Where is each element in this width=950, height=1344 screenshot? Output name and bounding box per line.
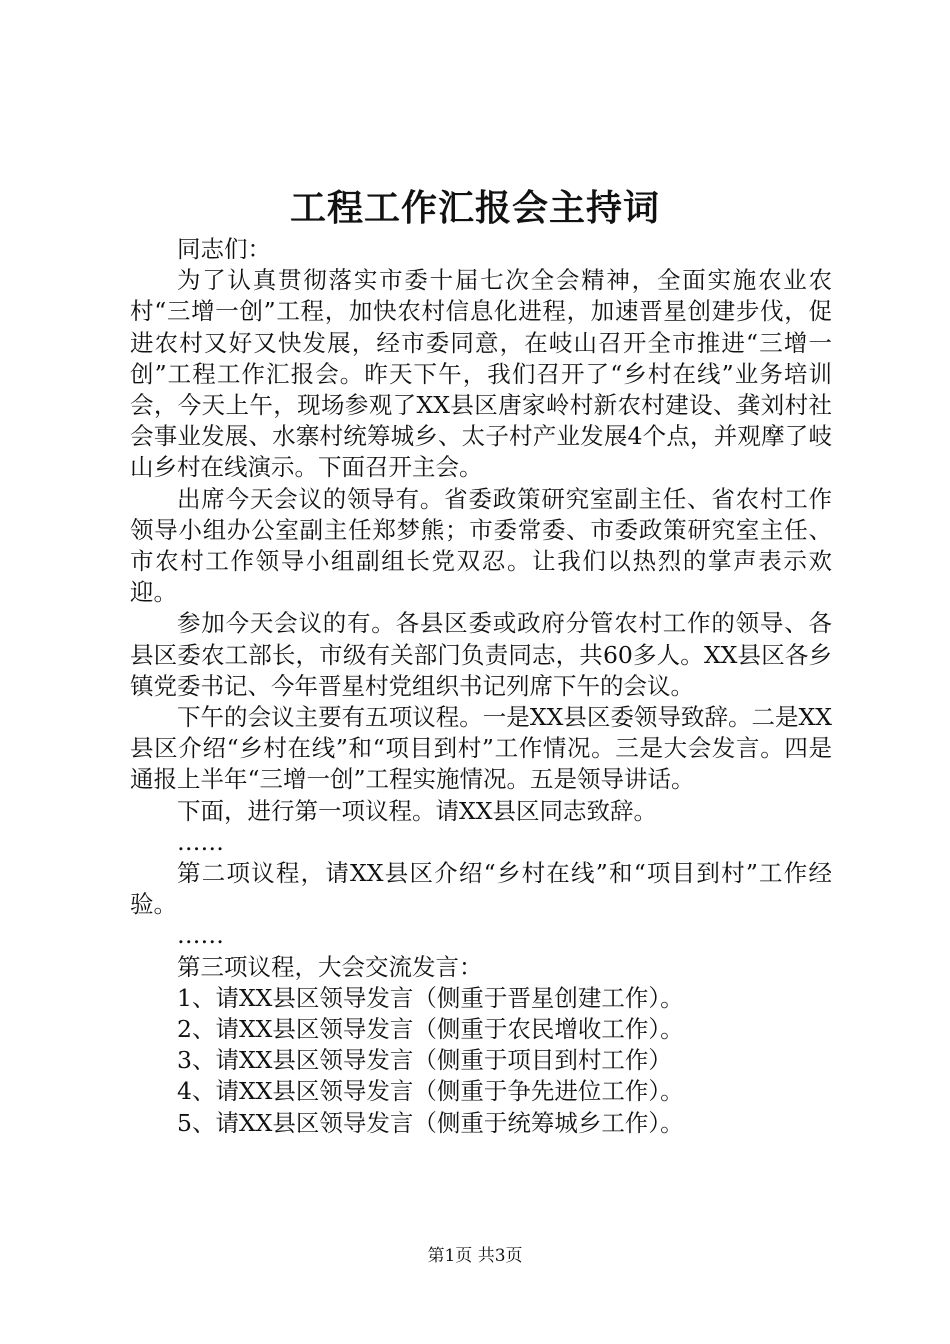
paragraph-intro: 为了认真贯彻落实市委十届七次全会精神，全面实施农业农村“三增一创”工程，加快农村信息化进程，加速晋星创建步伐，促进农村又好又快发展，经市委同意，在岐山召开全市推进“三增一创”工程工作汇报会。昨天下午，我们召开了“乡村在线”业务培训会，今天上午，现场参观了XX县区唐家岭村新农村建设、龚刘村社会事业发展、水寨村统筹城乡、太子村产业发展4个点，并观摩了岐山乡村在线演示。下面召开主会。	[130, 266, 832, 482]
speaker-item: 5、请XX县区领导发言（侧重于统筹城乡工作）。	[177, 1108, 684, 1137]
paragraph-leaders: 出席今天会议的领导有。省委政策研究室副主任、省农村工作领导小组办公室副主任郑梦熊；市委常委、市委政策研究室主任、市农村工作领导小组副组长党双忍。让我们以热烈的掌声表示欢迎。	[130, 484, 832, 607]
speaker-item: 3、请XX县区领导发言（侧重于项目到村工作）	[177, 1046, 672, 1075]
paragraph-agenda: 下午的会议主要有五项议程。一是XX县区委领导致辞。二是XX县区介绍“乡村在线”和“项目到村”工作情况。三是大会发言。四是通报上半年“三增一创”工程实施情况。五是领导讲话。	[130, 703, 832, 794]
paragraph-second-item: 第二项议程，请XX县区介绍“乡村在线”和“项目到村”工作经验。	[130, 859, 832, 919]
paragraph-third-item: 第三项议程，大会交流发言：	[177, 952, 483, 981]
document-title: 工程工作汇报会主持词	[289, 187, 660, 229]
ellipsis: ……	[177, 921, 224, 950]
paragraph-first-item: 下面，进行第一项议程。请XX县区同志致辞。	[177, 796, 657, 825]
salutation: 同志们：	[177, 235, 271, 263]
speaker-item: 4、请XX县区领导发言（侧重于争先进位工作）。	[177, 1077, 684, 1106]
page-number-footer: 第1页 共3页	[427, 1246, 523, 1266]
ellipsis: ……	[177, 827, 224, 856]
speaker-item: 1、请XX县区领导发言（侧重于晋星创建工作）。	[177, 983, 684, 1012]
speaker-item: 2、请XX县区领导发言（侧重于农民增收工作）。	[177, 1015, 684, 1044]
document-body	[130, 234, 832, 1139]
paragraph-attendees: 参加今天会议的有。各县区委或政府分管农村工作的领导、各县区委农工部长，市级有关部门负责同志，共60多人。XX县区各乡镇党委书记、今年晋星村党组织书记列席下午的会议。	[130, 609, 832, 700]
